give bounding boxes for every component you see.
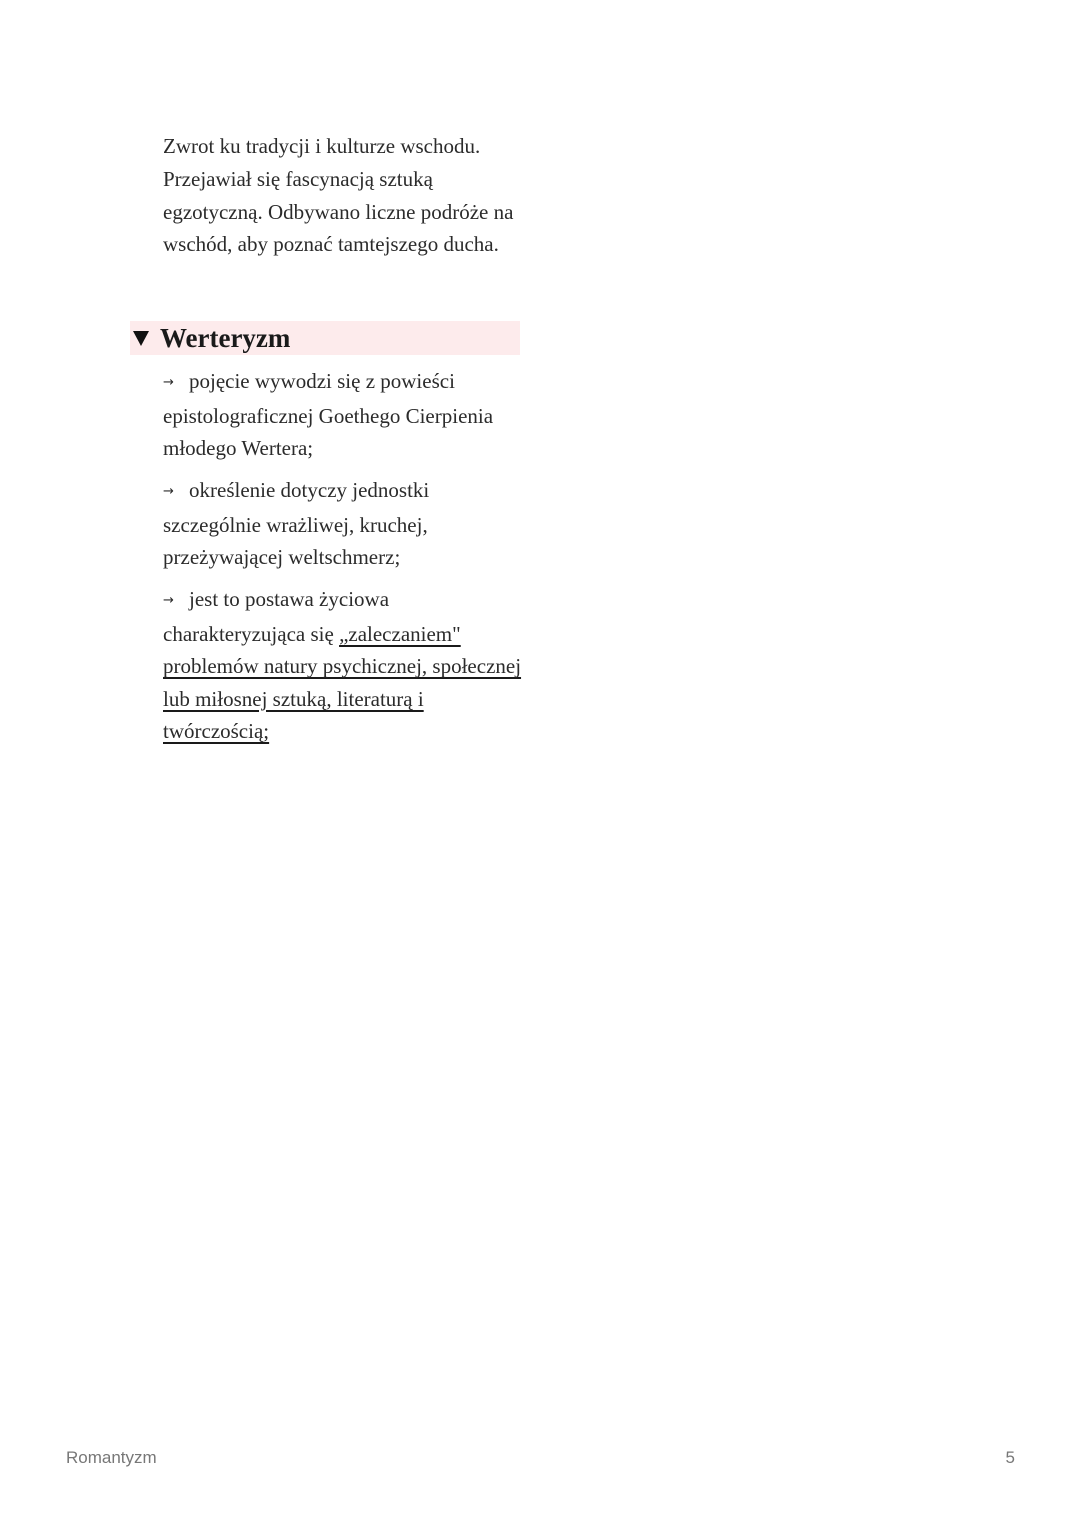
list-item-text: określenie dotyczy jednostki szczególnie wrażliwej, kruchej, przeżywającej weltschmerz;: [163, 478, 430, 570]
underlined-text: „zaleczaniem" problemów natury psychicznej, społecznej lub miłosnej sztuką, literaturą i twórczością;: [163, 621, 522, 744]
section-heading: Werteryzm: [160, 322, 291, 353]
toggle-heading-werteryzm[interactable]: [130, 321, 520, 355]
page-number: 5: [1005, 1448, 1015, 1467]
list-item: [163, 365, 523, 465]
list-item-text: jest to postawa życiowa charakteryzująca się: [163, 587, 390, 646]
triangle-down-icon[interactable]: [133, 331, 149, 346]
intro-paragraph: Zwrot ku tradycji i kulturze wschodu. Przejawiał się fascynacją sztuką egzotyczną. Odbywano liczne podróże na wschód, aby poznać tamtejszego ducha.: [163, 134, 514, 257]
arrow-right-icon: →: [163, 484, 174, 499]
list-item-text: pojęcie wywodzi się z powieści epistolograficznej Goethego Cierpienia młodego Wertera;: [163, 369, 494, 461]
list-item: [163, 474, 523, 574]
arrow-right-icon: →: [163, 375, 174, 390]
footer-title: Romantyzm: [66, 1448, 157, 1467]
list-item: [163, 583, 523, 748]
arrow-right-icon: →: [163, 593, 174, 608]
